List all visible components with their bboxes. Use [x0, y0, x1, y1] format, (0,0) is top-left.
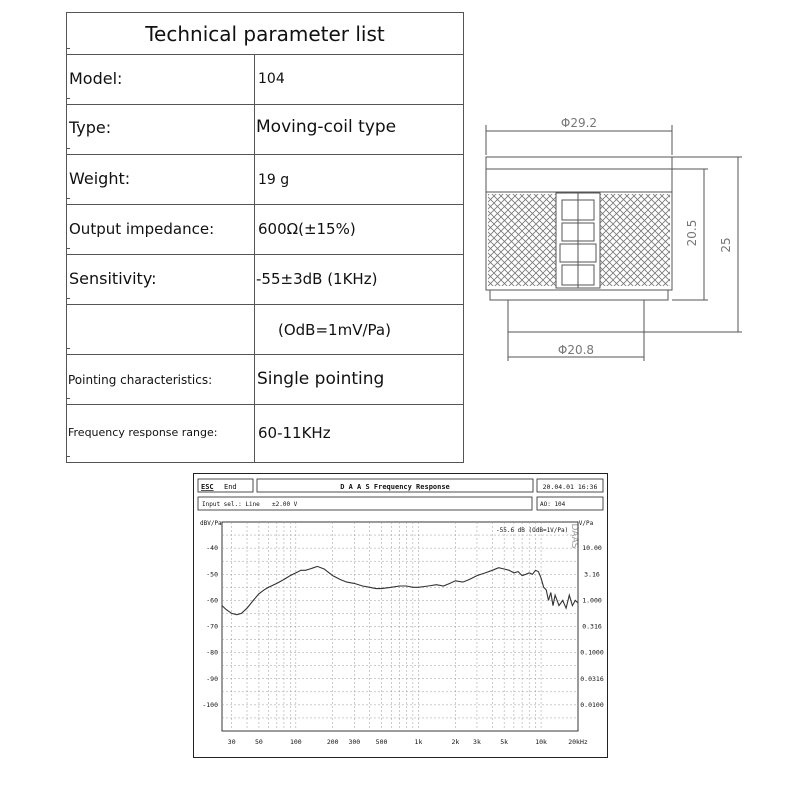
table-line: [66, 456, 70, 457]
param-value-type: Moving-coil type: [256, 117, 397, 137]
parameter-table: [66, 12, 464, 462]
capsule-dimension-drawing: [480, 105, 750, 370]
param-label-sensitivity: Sensitivity:: [69, 269, 157, 288]
dimension-top-diameter: Φ29.2: [560, 116, 598, 130]
table-line: [66, 462, 464, 463]
x-tick-label: 10k: [535, 738, 547, 746]
table-line: [66, 404, 464, 405]
dimension-inner-height: 20.5: [685, 219, 699, 247]
param-label-weight: Weight:: [69, 169, 131, 188]
y-tick-label: -40: [206, 544, 218, 553]
dimension-bottom-diameter: Φ20.8: [557, 343, 595, 357]
table-line: [66, 204, 464, 205]
x-tick-label: 100: [289, 738, 302, 746]
y-tick-label: -90: [206, 674, 218, 683]
end-label: End: [224, 483, 237, 491]
table-line: [66, 98, 70, 99]
response-curve: [222, 566, 578, 614]
table-line: [66, 12, 464, 13]
right-tick-label: 1.000: [582, 596, 602, 605]
right-tick-label: 0.0100: [580, 700, 604, 709]
table-line: [66, 304, 464, 305]
x-tick-label: 2k: [451, 738, 460, 746]
param-value-sensitivity-reference: (OdB=1mV/Pa): [278, 321, 391, 339]
table-line: [66, 398, 70, 399]
daas-watermark: DAAS: [569, 523, 579, 549]
param-value-impedance: 600Ω(±15%): [258, 220, 356, 238]
table-line: [254, 54, 255, 462]
table-line: [66, 12, 67, 462]
x-tick-label: 500: [375, 738, 388, 746]
param-value-sensitivity: -55±3dB (1KHz): [256, 270, 378, 288]
table-line: [66, 248, 70, 249]
table-line: [66, 298, 70, 299]
param-label-model: Model:: [69, 69, 123, 88]
x-tick-label: 300: [348, 738, 361, 746]
frequency-response-chart: [194, 474, 607, 757]
param-value-weight: 19 g: [258, 172, 290, 188]
right-tick-label: 0.1000: [580, 648, 604, 657]
right-tick-label: 10.00: [582, 544, 602, 553]
y-tick-label: -60: [206, 596, 218, 605]
table-line: [66, 348, 70, 349]
y-tick-label: -100: [202, 700, 218, 709]
frequency-response-window: [193, 473, 608, 758]
param-value-frequency-range: 60-11KHz: [258, 424, 331, 442]
x-tick-label: 20kHz: [568, 738, 588, 746]
table-line: [66, 104, 464, 105]
plot-annotation: -55.6 dB (OdB=1V/Pa): [496, 527, 569, 534]
right-tick-label: 3.16: [584, 570, 600, 579]
right-axis-unit: V/Pa: [578, 520, 594, 527]
right-tick-label: 0.316: [582, 622, 602, 631]
table-line: [66, 54, 464, 55]
x-tick-label: 200: [326, 738, 339, 746]
plot-datetime: 20.04.01 16:36: [542, 483, 598, 491]
param-value-pointing: Single pointing: [257, 369, 385, 389]
param-label-type: Type:: [69, 118, 112, 137]
table-line: [66, 48, 70, 49]
input-range-label: ±2.00 V: [272, 501, 298, 508]
dimension-total-height: 25: [719, 237, 733, 253]
y-tick-label: -80: [206, 648, 218, 657]
input-select-label: Input sel.: Line: [202, 501, 260, 508]
param-label-pointing: Pointing characteristics:: [68, 373, 213, 387]
y-tick-label: -50: [206, 570, 218, 579]
ao-label: AO: 104: [540, 501, 566, 508]
x-tick-label: 30: [227, 738, 236, 746]
plot-header-title: D A A S Frequency Response: [340, 483, 450, 491]
table-line: [66, 198, 70, 199]
x-tick-label: 50: [255, 738, 263, 746]
param-label-impedance: Output impedance:: [69, 220, 215, 238]
x-tick-label: 5k: [500, 738, 509, 746]
esc-key-label[interactable]: ESC: [201, 483, 214, 491]
param-value-model: 104: [258, 71, 285, 87]
y-tick-label: -70: [206, 622, 218, 631]
left-axis-unit: dBV/Pa: [200, 520, 222, 527]
x-tick-label: 3k: [473, 738, 481, 746]
table-line: [66, 148, 70, 149]
table-line: [66, 254, 464, 255]
x-tick-label: 1k: [414, 738, 423, 746]
right-tick-label: 0.0316: [580, 674, 604, 683]
table-line: [66, 154, 464, 155]
table-line: [463, 12, 464, 462]
param-label-frequency-range: Frequency response range:: [68, 426, 218, 439]
plot-grid: [222, 522, 578, 731]
table-line: [66, 354, 464, 355]
table-title: Technical parameter list: [145, 22, 385, 46]
